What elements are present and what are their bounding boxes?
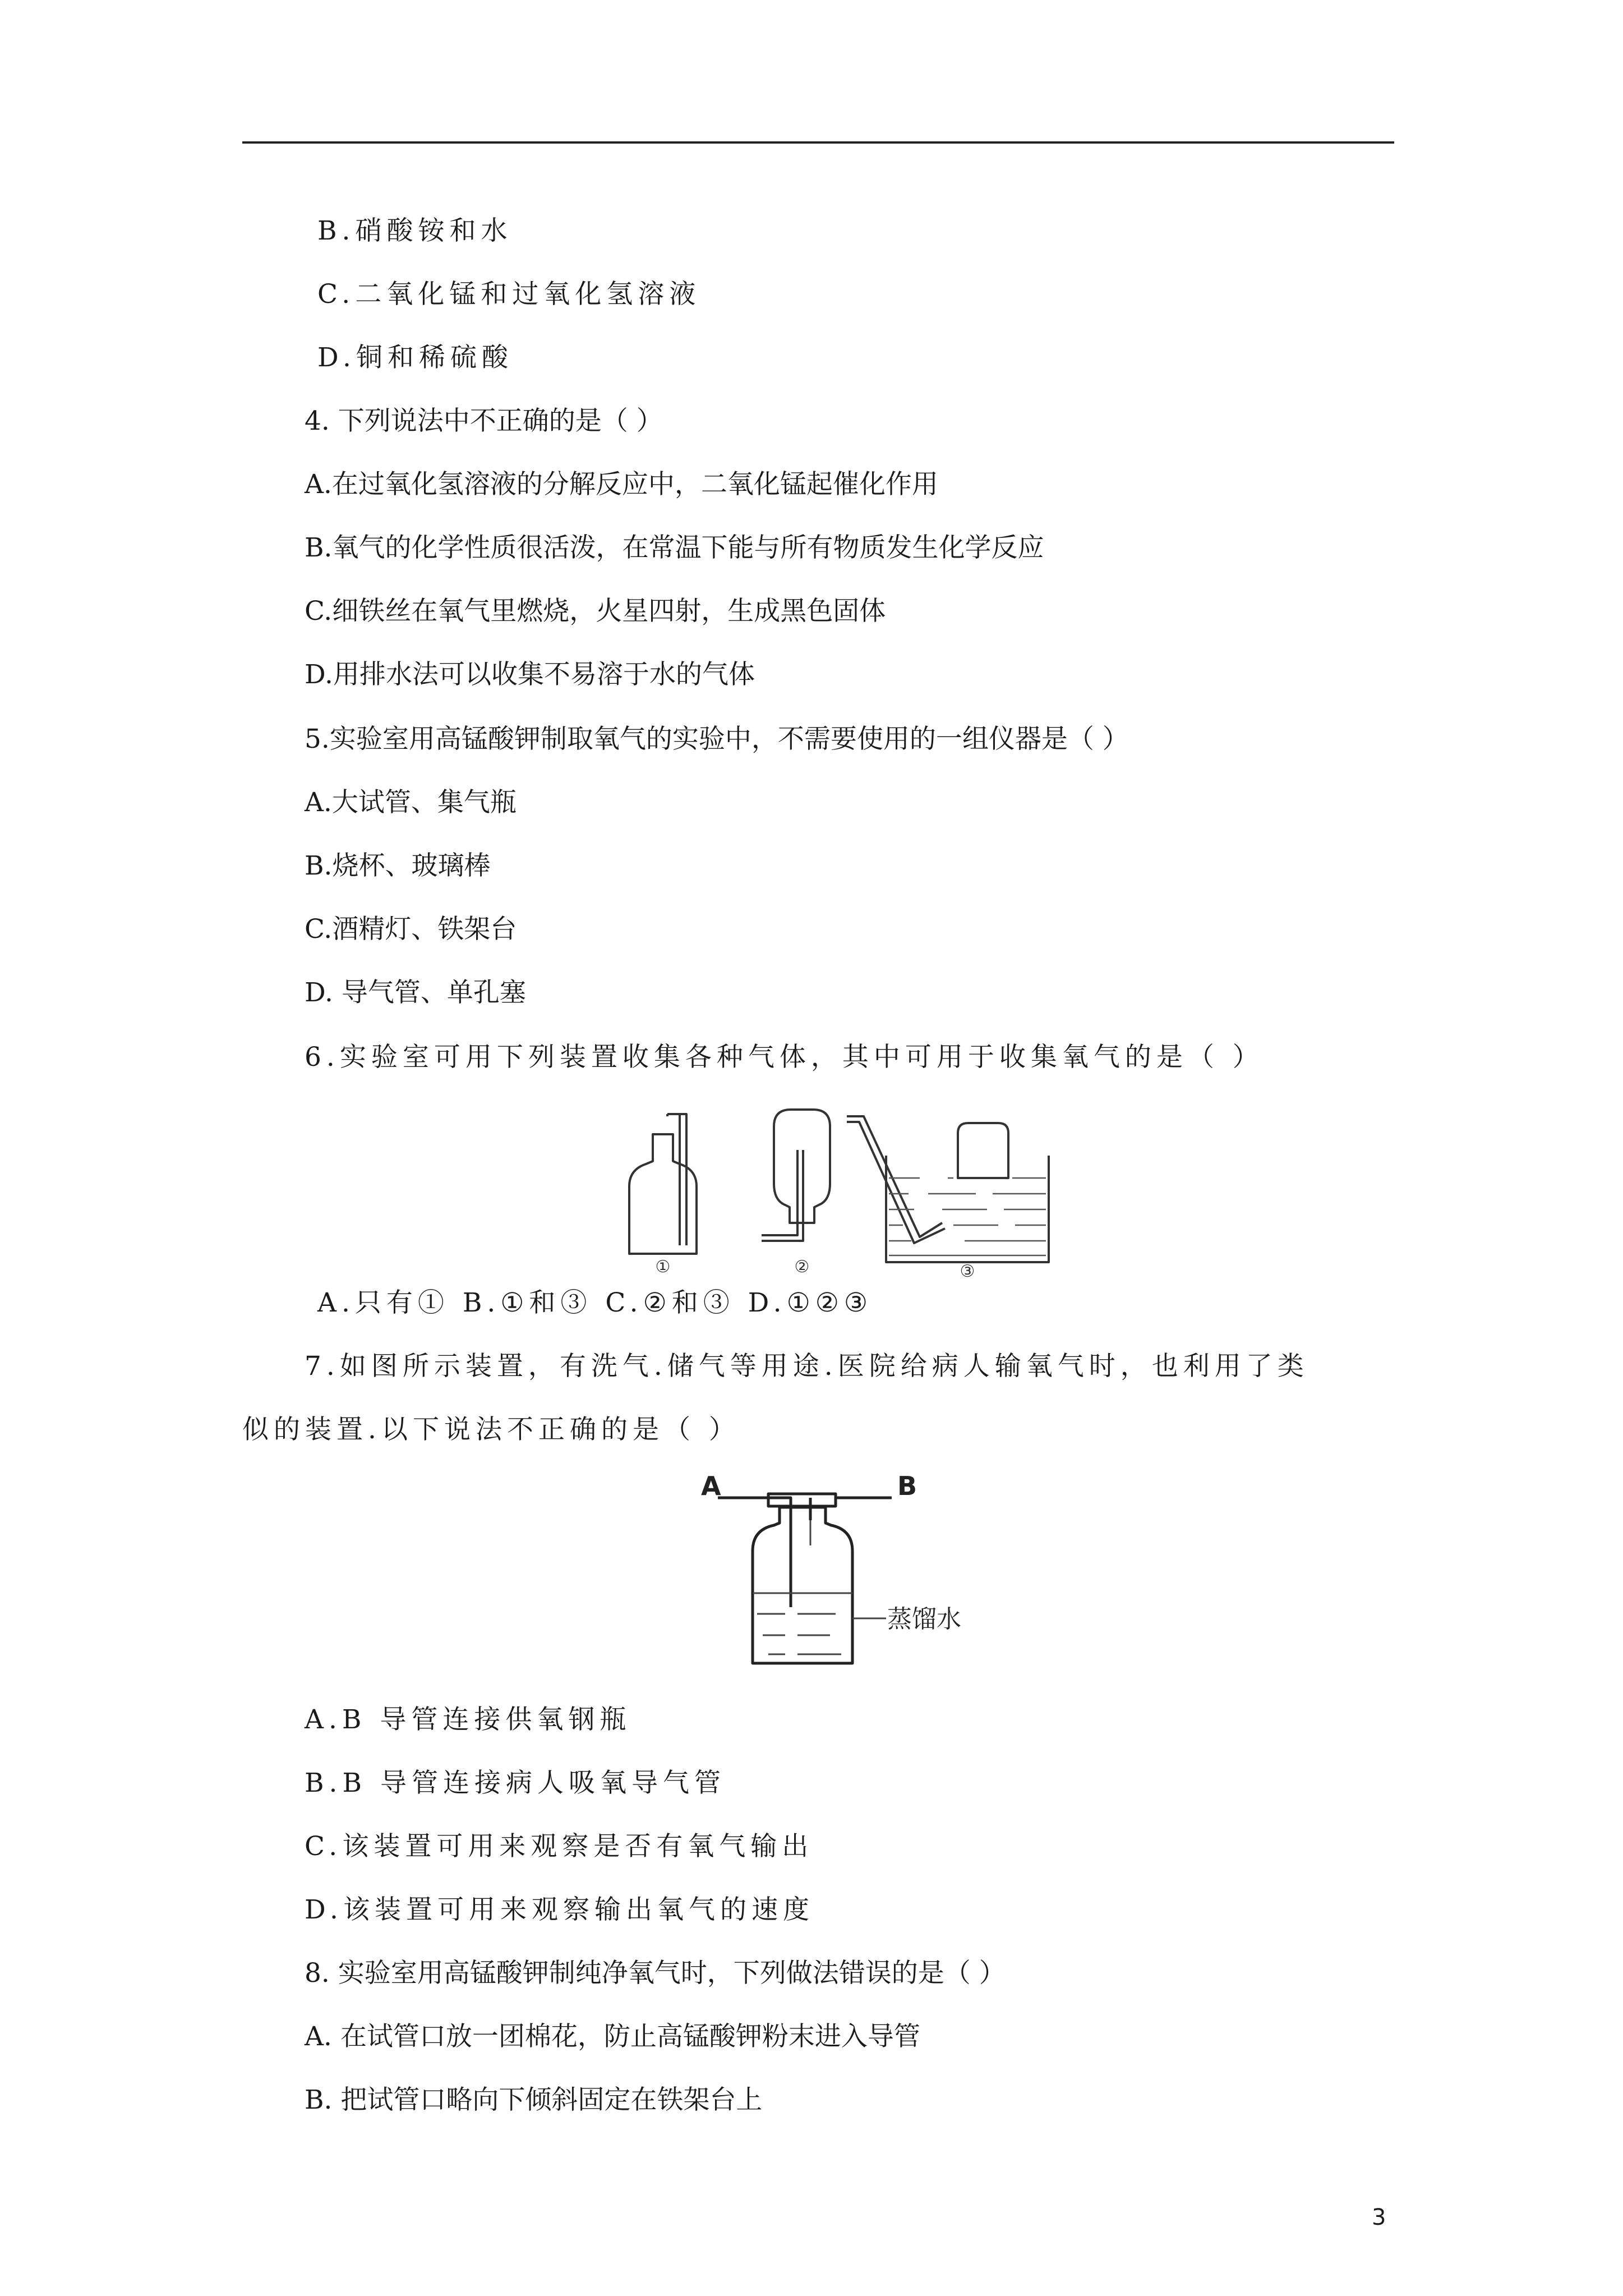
q8-option-a: A. 在试管口放一团棉花，防止高锰酸钾粉末进入导管 bbox=[305, 2021, 920, 2052]
apparatus-1 bbox=[629, 1114, 697, 1254]
q3-option-b: B.硝酸铵和水 bbox=[317, 215, 513, 246]
q7-option-b: B.B 导管连接病人吸氧导气管 bbox=[305, 1768, 726, 1798]
q3-option-c: C.二氧化锰和过氧化氢溶液 bbox=[317, 279, 701, 310]
apparatus-2-label: ② bbox=[794, 1257, 810, 1277]
q7-stem-line2: 似的装置.以下说法不正确的是（ ） bbox=[242, 1414, 740, 1445]
apparatus-2 bbox=[762, 1110, 830, 1241]
gas-washing-bottle-figure bbox=[701, 1467, 993, 1669]
distilled-water-label: 蒸馏水 bbox=[887, 1605, 961, 1634]
q4-option-a: A.在过氧化氢溶液的分解反应中，二氧化锰起催化作用 bbox=[305, 469, 938, 500]
q7-stem-line1: 7.如图所示装置，有洗气.储气等用途.医院给病人输氧气时，也利用了类 bbox=[305, 1351, 1309, 1382]
q6-options: A.只有① B.①和③ C.②和③ D.①②③ bbox=[317, 1287, 873, 1318]
apparatus-3-label: ③ bbox=[960, 1262, 975, 1279]
q5-option-d: D. 导气管、单孔塞 bbox=[305, 977, 526, 1008]
q7-option-a: A.B 导管连接供氧钢瓶 bbox=[305, 1704, 631, 1735]
tube-a-label: A bbox=[701, 1471, 721, 1501]
q5-option-c: C.酒精灯、铁架台 bbox=[305, 914, 517, 945]
q6-stem: 6.实验室可用下列装置收集各种气体，其中可用于收集氧气的是（ ） bbox=[305, 1042, 1264, 1073]
q4-stem: 4. 下列说法中不正确的是（ ） bbox=[305, 406, 663, 436]
q4-option-c: C.细铁丝在氧气里燃烧，火星四射，生成黑色固体 bbox=[305, 596, 886, 627]
q8-option-b: B. 把试管口略向下倾斜固定在铁架台上 bbox=[305, 2085, 763, 2115]
q8-stem: 8. 实验室用高锰酸钾制纯净氧气时，下列做法错误的是（ ） bbox=[305, 1958, 1006, 1989]
q5-stem: 5.实验室用高锰酸钾制取氧气的实验中，不需要使用的一组仪器是（ ） bbox=[305, 724, 1129, 754]
header-rule bbox=[242, 141, 1394, 144]
tube-b-label: B bbox=[897, 1471, 917, 1501]
gas-collection-figure bbox=[606, 1094, 1088, 1279]
q7-option-d: D.该装置可用来观察输出氧气的速度 bbox=[305, 1894, 814, 1925]
apparatus-1-label: ① bbox=[655, 1257, 671, 1277]
page-number: 3 bbox=[1372, 2205, 1386, 2230]
q7-option-c: C.该装置可用来观察是否有氧气输出 bbox=[305, 1831, 814, 1862]
q4-option-b: B.氧气的化学性质很活泼，在常温下能与所有物质发生化学反应 bbox=[305, 532, 1044, 563]
q5-option-a: A.大试管、集气瓶 bbox=[305, 787, 517, 818]
q4-option-d: D.用排水法可以收集不易溶于水的气体 bbox=[305, 659, 755, 690]
q5-option-b: B.烧杯、玻璃棒 bbox=[305, 850, 491, 881]
q3-option-d: D.铜和稀硫酸 bbox=[317, 342, 513, 373]
